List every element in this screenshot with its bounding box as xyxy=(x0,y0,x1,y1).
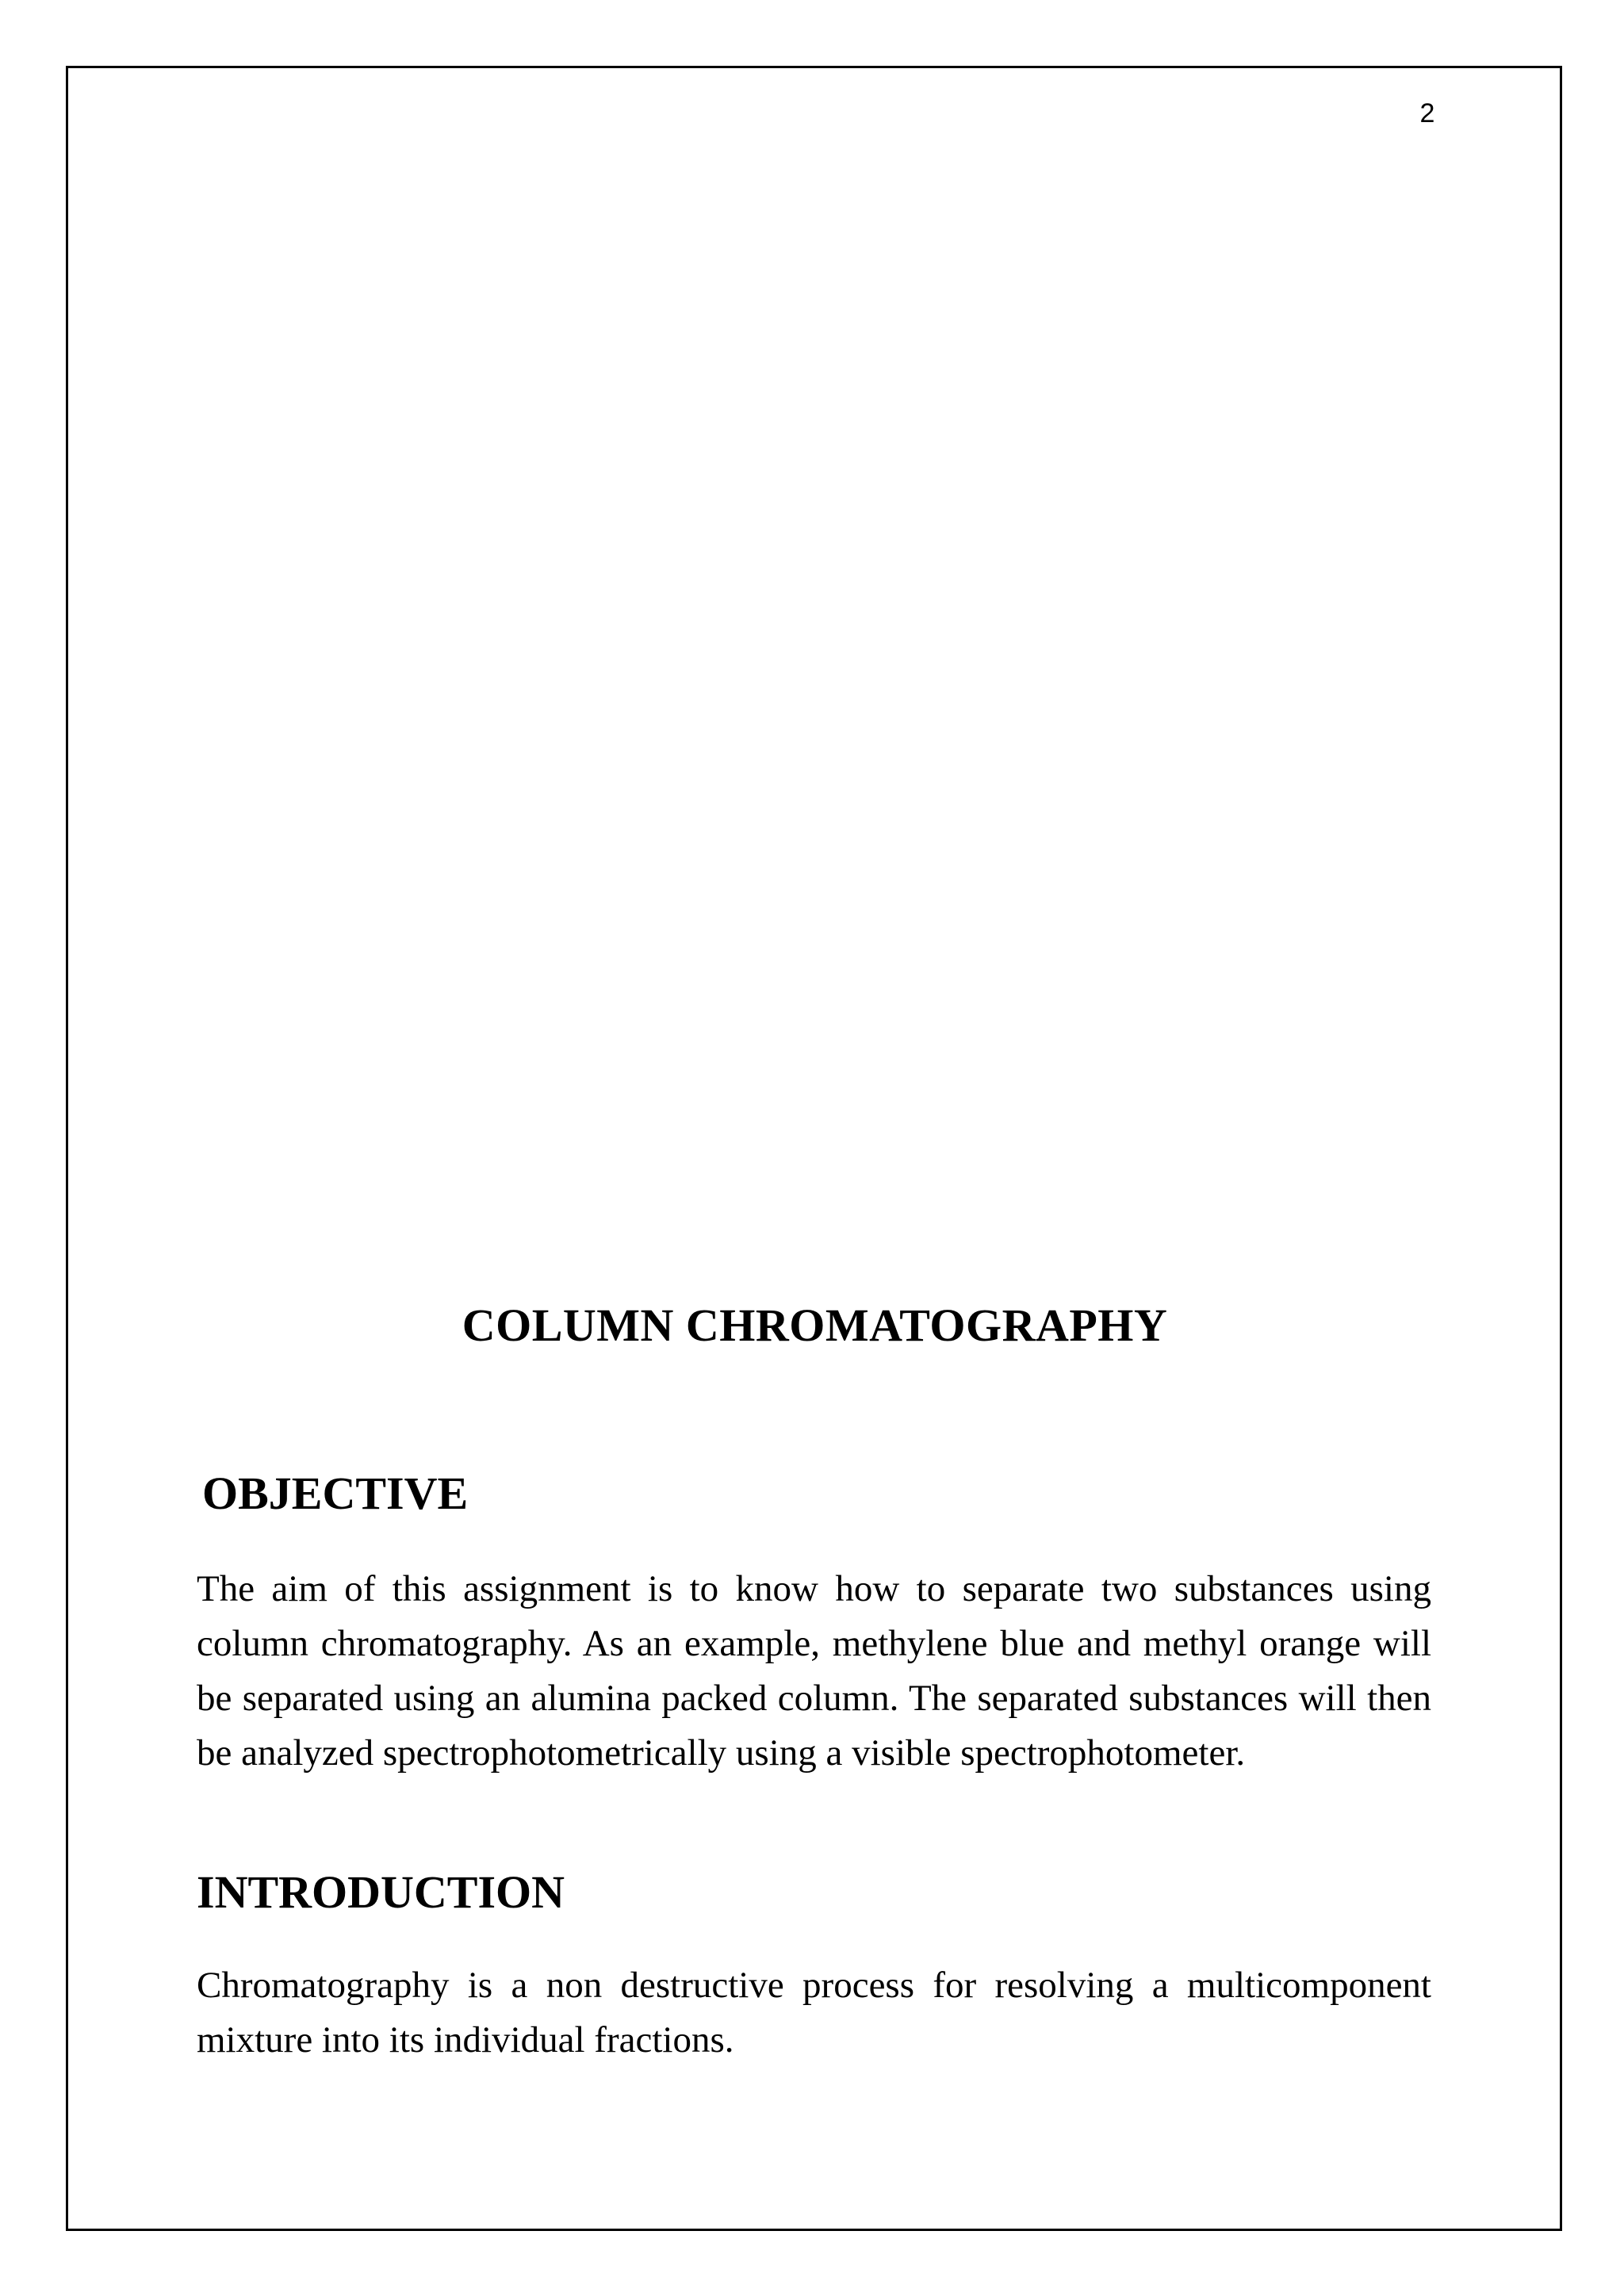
document-title: COLUMN CHROMATOGRAPHY xyxy=(462,1299,1168,1351)
objective-paragraph: The aim of this assignment is to know how to separate two substances using column chromatography. As an example, methylene blue and methyl orange will be separated using an alumina packed column. The separated substances will then be analyzed spectrophotometrically using a visible spectrophotometer. xyxy=(197,1568,1431,1774)
page-number: 2 xyxy=(1419,98,1435,128)
introduction-heading: INTRODUCTION xyxy=(197,1866,565,1918)
introduction-paragraph: Chromatography is a non destructive process for resolving a multicomponent mixture into its individual fractions. xyxy=(197,1965,1431,2061)
objective-heading: OBJECTIVE xyxy=(202,1468,469,1519)
